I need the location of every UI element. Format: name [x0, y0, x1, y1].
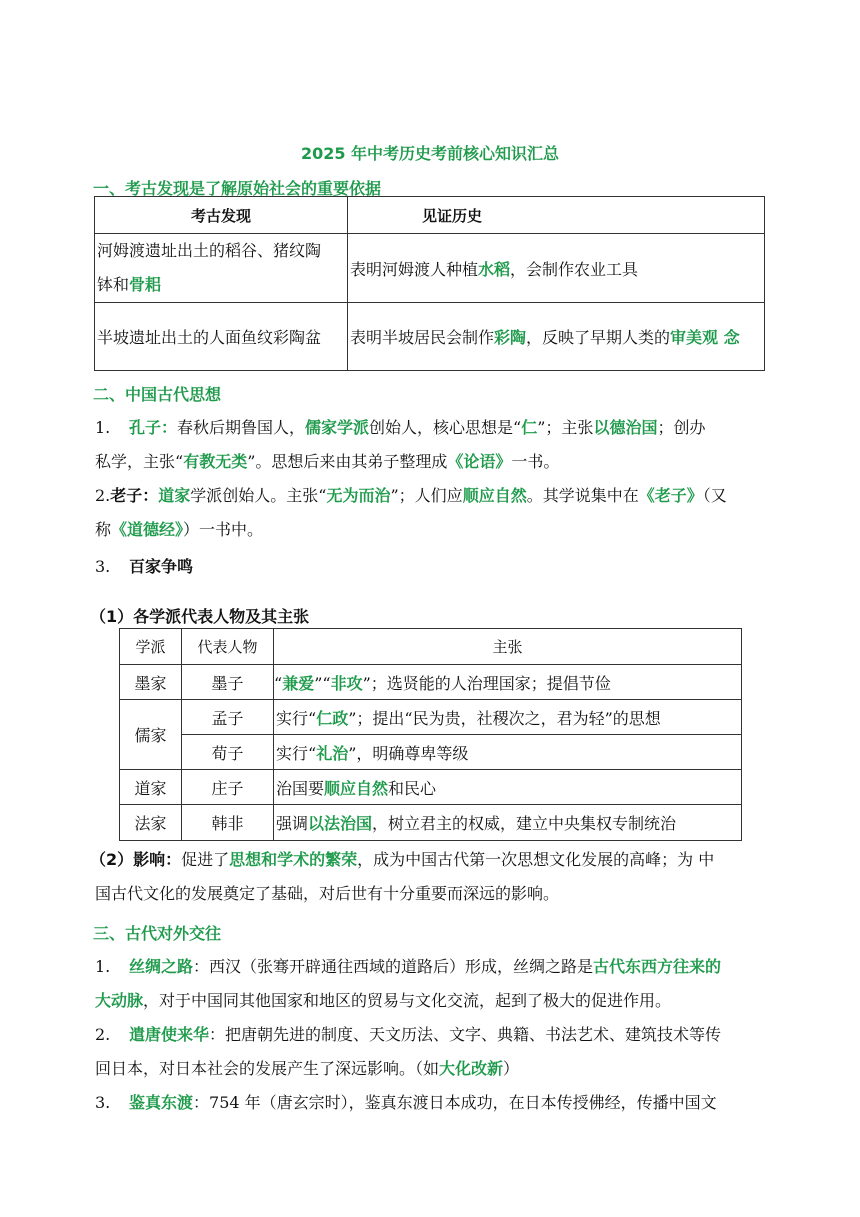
section3-heading: 三、古代对外交往 — [93, 924, 222, 943]
section2-heading: 二、中国古代思想 — [93, 385, 222, 404]
table-cell: 墨家 — [120, 665, 182, 700]
paragraph-hundred-schools: 3. 百家争鸣 — [95, 557, 194, 576]
table-header: 见证历史 — [348, 197, 765, 234]
table-cell: 庄子 — [182, 770, 274, 805]
paragraph-confucius: 1. 孔子：春秋后期鲁国人，儒家学派创始人，核心思想是“仁”；主张以德治国；创办 私学，主张“有教无类”。思想后来由其弟子整理成《论语》一书。 — [95, 418, 706, 471]
table-cell: 韩非 — [182, 805, 274, 841]
table-cell: “兼爱”“非攻”；选贤能的人治理国家；提倡节俭 — [274, 665, 742, 700]
table-header: 代表人物 — [182, 629, 274, 665]
table-cell: 表明半坡居民会制作彩陶，反映了早期人类的审美观 念 — [348, 303, 765, 371]
table-cell: 治国要顺应自然和民心 — [274, 770, 742, 805]
table-cell: 孟子 — [182, 700, 274, 735]
paragraph-tang-envoys: 2. 遣唐使来华：把唐朝先进的制度、天文历法、文字、典籍、书法艺术、建筑技术等传 回日本，对日本社会的发展产生了深远影响。（如大化改新） — [95, 1025, 722, 1078]
table-cell: 荀子 — [182, 735, 274, 770]
table-cell: 半坡遗址出土的人面鱼纹彩陶盆 — [95, 303, 348, 371]
paragraph-influence: （2）影响：促进了思想和学术的繁荣，成为中国古代第一次思想文化发展的高峰；为 中 国古代文化的发展奠定了基础，对后世有十分重要而深远的影响。 — [90, 850, 715, 903]
subheading-schools: （1）各学派代表人物及其主张 — [90, 607, 310, 626]
paragraph-silk-road: 1. 丝绸之路：西汉（张骞开辟通往西域的道路后）形成，丝绸之路是古代东西方往来的 大动脉，对于中国同其他国家和地区的贸易与文化交流，起到了极大的促进作用。 — [95, 957, 722, 1010]
table-cell: 实行“仁政”；提出“民为贵，社稷次之，君为轻”的思想 — [274, 700, 742, 735]
page-title: 2025 年中考历史考前核心知识汇总 — [300, 144, 560, 163]
table-cell: 墨子 — [182, 665, 274, 700]
table-cell: 表明河姆渡人种植水稻，会制作农业工具 — [348, 234, 765, 303]
table-cell: 河姆渡遗址出土的稻谷、猪纹陶 钵和骨耜 — [95, 234, 348, 303]
table-cell: 法家 — [120, 805, 182, 841]
table-cell: 儒家 — [120, 700, 182, 770]
table-cell: 实行“礼治”，明确尊卑等级 — [274, 735, 742, 770]
table-header: 学派 — [120, 629, 182, 665]
table-header: 考古发现 — [95, 197, 348, 234]
table-cell: 道家 — [120, 770, 182, 805]
section1-heading: 一、考古发现是了解原始社会的重要依据 — [93, 179, 382, 198]
table-header: 主张 — [274, 629, 742, 665]
table-cell: 强调以法治国，树立君主的权威，建立中央集权专制统治 — [274, 805, 742, 841]
paragraph-laozi: 2.老子：道家学派创始人。主张“无为而治”；人们应顺应自然。其学说集中在《老子》（又 称《道德经》）一书中。 — [95, 486, 727, 539]
archaeology-table — [94, 196, 765, 371]
paragraph-jianzhen: 3. 鉴真东渡：754 年（唐玄宗时），鉴真东渡日本成功，在日本传授佛经，传播中国文 — [95, 1093, 717, 1112]
schools-table — [119, 628, 742, 841]
